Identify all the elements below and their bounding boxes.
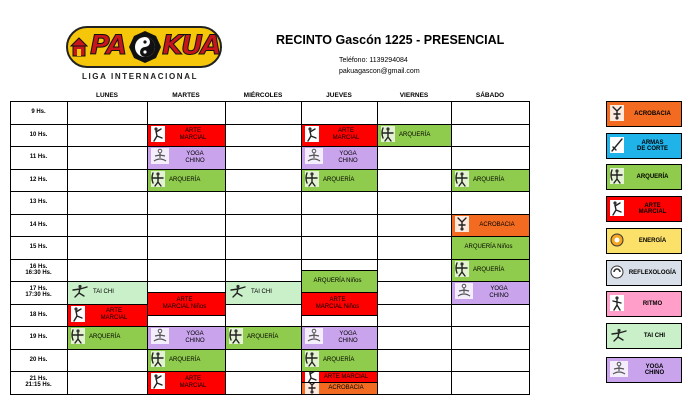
class-label — [395, 132, 451, 139]
legend-label-line: MARCIAL — [638, 209, 667, 215]
class-label — [169, 151, 225, 165]
class-block-yoga — [147, 146, 226, 170]
hour-label-line: 20 Hs. — [29, 356, 48, 363]
schedule-cell — [377, 101, 452, 125]
schedule-table — [10, 92, 529, 394]
day-header-1: LUNES — [95, 92, 119, 99]
hour-label — [10, 371, 67, 394]
class-label-line: ACROBACIA — [479, 221, 515, 228]
hour-label-line: 21:15 Hs. — [25, 382, 52, 389]
yoga-icon — [610, 361, 628, 379]
hour-label-line: 21 Hs. — [29, 376, 48, 383]
class-label-line: CHINO — [185, 157, 205, 164]
day-header-2: MARTES — [172, 92, 200, 99]
class-block-arq — [147, 349, 226, 373]
yoga-icon — [151, 148, 169, 167]
class-label — [243, 334, 301, 341]
class-label — [319, 374, 377, 381]
schedule-cell — [225, 101, 302, 125]
hour-label-line: 17 Hs. — [29, 286, 48, 293]
schedule-cell — [451, 101, 530, 125]
hour-label — [10, 259, 67, 282]
legend-label — [628, 364, 681, 376]
tai-chi-icon — [71, 284, 89, 301]
legend-item-arq — [606, 164, 682, 190]
acrobatics-icon — [455, 216, 469, 235]
class-label-line: ACROBACIA — [328, 384, 364, 391]
acrobatics-icon — [610, 105, 624, 123]
class-label-line: YOGA — [186, 330, 204, 337]
schedule-cell — [451, 371, 530, 395]
class-label — [319, 177, 377, 184]
schedule-cell — [377, 214, 452, 238]
class-block-arte — [147, 371, 226, 395]
legend-item-energia — [606, 228, 682, 254]
legend-label-line: DE CORTE — [636, 146, 668, 152]
class-label-line: ARQUERÍA Niños — [464, 244, 513, 251]
class-block-acro — [301, 382, 378, 394]
legend-item-ritmo — [606, 291, 682, 317]
hour-label-line: 11 Hs. — [29, 154, 48, 161]
martial-arts-icon — [151, 373, 165, 392]
schedule-cell — [377, 304, 452, 328]
hour-label-line: 13 Hs. — [29, 199, 48, 206]
martial-arts-icon — [71, 306, 85, 325]
email-address: pakuagascon@gmail.com — [339, 68, 420, 75]
class-label-line: ARQUERÍA — [247, 334, 279, 341]
schedule-cell — [377, 326, 452, 350]
day-header-4: JUEVES — [326, 92, 352, 99]
schedule-cell — [225, 169, 302, 193]
class-label — [473, 286, 529, 300]
hour-label — [10, 169, 67, 192]
schedule-cell — [301, 191, 378, 215]
class-label-line: MARCIAL Niños — [315, 304, 360, 310]
class-label — [469, 177, 529, 184]
class-label-line: MARCIAL Niños — [162, 304, 207, 310]
class-label-line: CHINO — [185, 337, 205, 344]
legend-label — [624, 238, 681, 244]
class-block-arq — [301, 349, 378, 373]
class-label-line: ARQUERÍA — [89, 334, 121, 341]
tai-chi-icon — [229, 284, 247, 301]
hour-label-line: 19 Hs. — [29, 334, 48, 341]
archery-icon — [151, 351, 165, 370]
schedule-cell — [377, 191, 452, 215]
legend-label — [624, 140, 681, 152]
schedule-cell — [147, 191, 226, 215]
class-label-line: ARTE — [185, 128, 201, 135]
archery-icon — [229, 328, 243, 347]
legend-label-line: ENERGÍA — [638, 238, 667, 244]
schedule-cell — [225, 371, 302, 395]
class-label-line: CHINO — [489, 292, 509, 299]
legend-label-line: RITMO — [642, 301, 663, 307]
schedule-cell — [451, 146, 530, 170]
class-block-acro — [451, 214, 530, 238]
legend-label-line: CHINO — [644, 370, 665, 376]
class-block-arte — [67, 304, 148, 328]
yoga-icon — [455, 283, 473, 302]
schedule-cell — [451, 191, 530, 215]
yoga-icon — [305, 148, 323, 167]
legend-item-reflex — [606, 260, 682, 286]
class-label-line: ARQUERÍA — [399, 131, 431, 138]
schedule-cell — [377, 349, 452, 373]
legend-label-line: ARMAS — [641, 140, 664, 146]
hour-label-line: 12 Hs. — [29, 176, 48, 183]
hour-label — [10, 304, 67, 327]
schedule-cell — [225, 349, 302, 373]
schedule-cell — [147, 214, 226, 238]
legend-item-armas — [606, 133, 682, 159]
hour-label-line: 14 Hs. — [29, 221, 48, 228]
class-label-line: TAI CHI — [93, 289, 114, 296]
reflexology-icon — [610, 265, 624, 281]
legend-label-line: REFLEXOLOGÍA — [628, 270, 677, 276]
class-label-line: ARTE — [329, 297, 346, 303]
class-label-line: ARQUERÍA — [169, 356, 201, 363]
class-label-line: YOGA — [339, 150, 357, 157]
schedule-cell — [67, 124, 148, 148]
hour-label — [10, 326, 67, 349]
schedule-cell — [225, 259, 302, 283]
class-label — [165, 357, 225, 364]
schedule-cell — [67, 349, 148, 373]
archery-icon — [381, 126, 395, 145]
yoga-icon — [151, 328, 169, 347]
schedule-cell — [67, 169, 148, 193]
class-label — [169, 331, 225, 345]
yoga-icon — [305, 328, 323, 347]
schedule-cell — [377, 259, 452, 283]
class-label — [247, 289, 301, 296]
schedule-cell — [301, 214, 378, 238]
legend-label-line: ARQUERÍA — [636, 174, 669, 180]
logo-text-pa: PA — [90, 30, 127, 61]
class-block-arq — [451, 236, 530, 260]
class-label-line: CHINO — [338, 337, 358, 344]
schedule-cell — [225, 124, 302, 148]
legend-label — [628, 333, 681, 339]
tai-chi-icon — [610, 328, 628, 344]
martial-arts-icon — [305, 126, 319, 145]
schedule-cell — [225, 146, 302, 170]
hour-label-line: 9 Hs. — [31, 109, 46, 116]
class-block-arq — [67, 326, 148, 350]
weapons-icon — [610, 137, 624, 155]
class-label-line: MARCIAL — [179, 382, 207, 389]
schedule-cell — [147, 101, 226, 125]
class-label — [89, 289, 147, 296]
hour-label — [10, 281, 67, 304]
legend-label — [624, 111, 681, 117]
class-label-line: ARTE — [338, 128, 354, 135]
legend-label — [624, 174, 681, 180]
schedule-cell — [377, 169, 452, 193]
hour-label-line: 16:30 Hs. — [25, 269, 52, 276]
class-label-line: YOGA — [186, 150, 204, 157]
energy-icon — [610, 233, 624, 249]
schedule-cell — [377, 236, 452, 260]
class-label — [165, 376, 225, 390]
schedule-cell — [451, 304, 530, 328]
hour-label-line: 16 Hs. — [29, 263, 48, 270]
schedule-cell — [301, 101, 378, 125]
hour-label-line: 17:30 Hs. — [25, 292, 52, 299]
day-header-3: MIÉRCOLES — [243, 92, 283, 99]
class-label — [469, 222, 529, 229]
schedule-cell — [67, 214, 148, 238]
schedule-cell — [67, 101, 148, 125]
hour-label — [10, 214, 67, 237]
legend-label-line: TAI CHI — [643, 333, 666, 339]
class-label-line: ARTE MARCIAL — [323, 373, 369, 380]
class-block-arq — [225, 326, 302, 350]
class-label-line: MARCIAL — [100, 315, 128, 322]
schedule-cell — [67, 236, 148, 260]
archery-icon — [151, 171, 165, 190]
class-label-line: MARCIAL — [179, 135, 207, 142]
class-label-line: ARQUERÍA — [323, 176, 355, 183]
class-label-line: ARQUERÍA — [473, 176, 505, 183]
schedule-cell — [225, 236, 302, 260]
class-block-tai — [225, 281, 302, 305]
class-label — [148, 297, 225, 311]
class-block-yoga — [301, 326, 378, 350]
page-title: RECINTO Gascón 1225 - PRESENCIAL — [276, 33, 505, 47]
class-label — [165, 177, 225, 184]
legend-item-tai — [606, 323, 682, 349]
class-block-arq — [451, 169, 530, 193]
hour-label — [10, 146, 67, 169]
house-icon — [70, 37, 88, 57]
class-label — [302, 297, 377, 311]
schedule-cell — [377, 146, 452, 170]
class-label — [302, 278, 377, 285]
class-label — [319, 128, 377, 142]
legend-label — [624, 203, 681, 215]
class-label-line: TAI CHI — [251, 289, 272, 296]
class-label — [85, 334, 147, 341]
schedule-cell — [301, 236, 378, 260]
schedule-cell — [67, 259, 148, 283]
class-block-yoga — [301, 146, 378, 170]
class-block-arte — [301, 292, 378, 316]
hour-label-line: 15 Hs. — [29, 244, 48, 251]
schedule-cell — [451, 326, 530, 350]
hour-label — [10, 101, 67, 124]
archery-icon — [71, 328, 85, 347]
schedule-cell — [377, 281, 452, 305]
archery-icon — [305, 171, 319, 190]
class-block-arq — [301, 169, 378, 193]
class-label-line: MARCIAL — [332, 135, 360, 142]
class-block-tai — [67, 281, 148, 305]
class-block-arte — [301, 124, 378, 148]
class-label — [319, 385, 377, 392]
legend-label-line: ACROBACIA — [634, 111, 671, 117]
legend-item-acro — [606, 101, 682, 127]
class-block-arte — [147, 292, 226, 316]
schedule-cell — [67, 146, 148, 170]
league-subtitle: LIGA INTERNACIONAL — [82, 72, 199, 81]
archery-icon — [455, 261, 469, 280]
phone-number: Teléfono: 1139294084 — [339, 57, 408, 64]
logo-text-kua: KUA — [162, 30, 221, 61]
archery-icon — [610, 168, 624, 186]
schedule-cell — [377, 371, 452, 395]
schedule-cell — [225, 214, 302, 238]
class-label — [469, 267, 529, 274]
class-label-line: ARTE — [176, 297, 193, 303]
schedule-cell — [451, 124, 530, 148]
class-label-line: ARQUERÍA — [169, 176, 201, 183]
legend-label — [624, 270, 681, 276]
class-label-line: ARTE — [106, 308, 122, 315]
legend-label — [624, 301, 681, 307]
class-block-arq — [147, 169, 226, 193]
legend-item-yoga — [606, 357, 682, 383]
rhythm-icon — [610, 295, 624, 313]
acrobatics-icon — [305, 382, 319, 394]
schedule-cell — [147, 236, 226, 260]
class-label-line: CHINO — [338, 157, 358, 164]
class-block-arq — [451, 259, 530, 283]
schedule-cell — [147, 259, 226, 283]
class-label-line: ARTE — [185, 375, 201, 382]
archery-icon — [305, 351, 319, 370]
schedule-cell — [67, 191, 148, 215]
class-label-line: YOGA — [339, 330, 357, 337]
class-label — [319, 357, 377, 364]
class-label — [323, 151, 377, 165]
martial-arts-icon — [610, 200, 624, 218]
class-label — [165, 128, 225, 142]
pakua-logo — [66, 26, 222, 68]
schedule-cell — [67, 371, 148, 395]
schedule-cell — [225, 191, 302, 215]
class-block-arte — [147, 124, 226, 148]
class-label-line: ARQUERÍA — [473, 266, 505, 273]
legend-item-arte — [606, 196, 682, 222]
hour-label-line: 18 Hs. — [29, 311, 48, 318]
class-label — [323, 331, 377, 345]
bagua-yinyang-icon — [129, 31, 161, 63]
legend-label-line: ARTE — [644, 203, 661, 209]
class-label-line: YOGA — [490, 285, 508, 292]
class-label-line: ARQUERÍA Niños — [313, 278, 362, 284]
schedule-cell — [451, 349, 530, 373]
class-block-arq — [377, 124, 452, 148]
martial-arts-icon — [151, 126, 165, 145]
class-label-line: ARQUERÍA — [323, 356, 355, 363]
class-block-arq — [301, 270, 378, 294]
hour-label-line: 10 Hs. — [29, 131, 48, 138]
legend-label-line: YOGA — [645, 364, 664, 370]
hour-label — [10, 124, 67, 147]
schedule-cell — [225, 304, 302, 328]
archery-icon — [455, 171, 469, 190]
day-header-5: VIERNES — [399, 92, 429, 99]
class-label — [452, 244, 529, 251]
class-block-yoga — [451, 281, 530, 305]
class-label — [85, 308, 147, 322]
hour-label — [10, 191, 67, 214]
class-block-yoga — [147, 326, 226, 350]
day-header-6: SÁBADO — [475, 92, 505, 99]
hour-label — [10, 236, 67, 259]
hour-label — [10, 349, 67, 372]
